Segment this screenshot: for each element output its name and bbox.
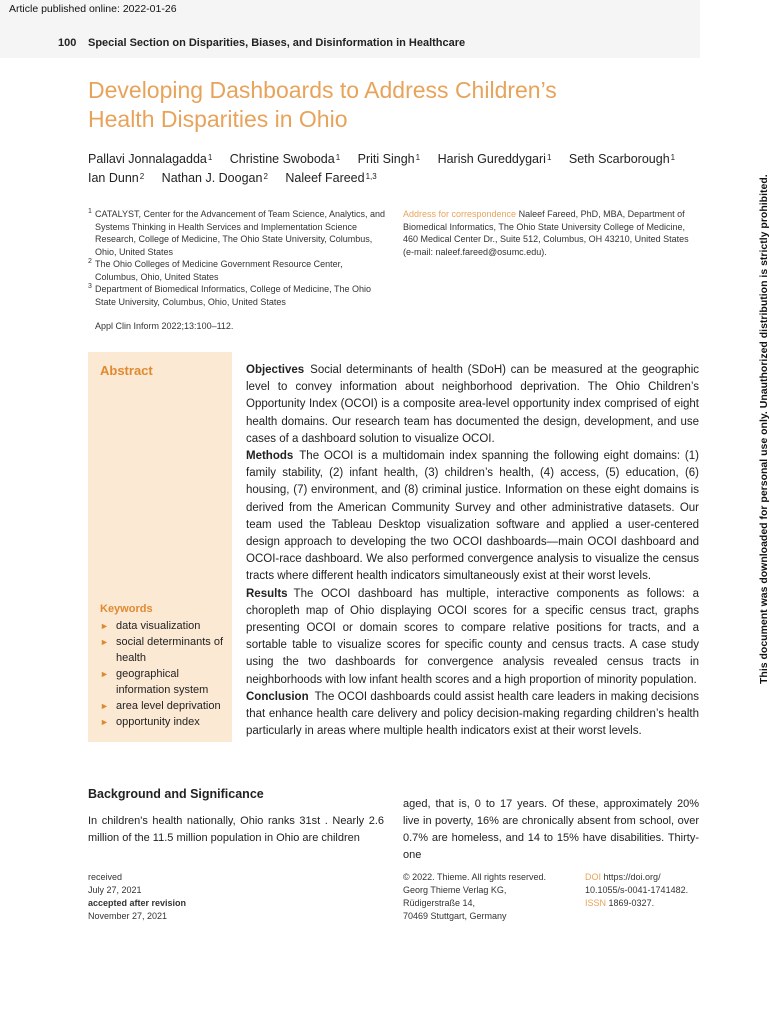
doi-label: DOI	[585, 872, 602, 882]
arrow-icon: ►	[100, 701, 109, 711]
title-line: Health Disparities in Ohio	[88, 106, 348, 132]
section-title: Special Section on Disparities, Biases, and Disinformation in Healthcare	[88, 37, 466, 49]
doi-info	[585, 871, 705, 910]
author: Priti Singh$^1$	[357, 152, 421, 166]
download-notice: This document was downloaded for personal use only. Unauthorized distribution is strictly prohibited.	[758, 174, 770, 684]
correspondence-label: Address for correspondence	[403, 209, 517, 219]
keyword-item: ► geographical information system	[100, 668, 209, 696]
keywords-list	[100, 618, 235, 730]
received-info: received July 27, 2021 accepted after revision November 27, 2021	[88, 872, 187, 921]
title-line: Developing Dashboards to Address Children’s	[88, 77, 557, 103]
correspondence	[403, 208, 701, 258]
affiliation: 1 CATALYST, Center for the Advancement of Team Science, Analytics, and Systems Thinking in Health Services and Implementation Science Research, College of Medicine, The Ohio State University, Columbus, Ohio, United States	[88, 208, 385, 257]
author: Nathan J. Doogan$^2$	[161, 171, 268, 185]
doi-link[interactable]: https://doi.org/	[603, 872, 661, 882]
keyword-item: ► social determinants of health	[100, 636, 223, 664]
affiliation: 2 The Ohio Colleges of Medicine Government Resource Center, Columbus, Ohio, United States	[88, 258, 343, 282]
copyright-info: © 2022. Thieme. All rights reserved. Georg Thieme Verlag KG, Rüdigerstraße 14, 70469 Stuttgart, Germany	[403, 872, 547, 921]
issn-value: 1869-0327.	[608, 898, 655, 908]
author-list	[88, 150, 708, 188]
keyword-item: ► opportunity index	[100, 716, 200, 728]
background-heading: Background and Significance	[88, 787, 264, 801]
arrow-icon: ►	[100, 669, 109, 679]
page-number: 100	[58, 37, 77, 49]
arrow-icon: ►	[100, 717, 109, 727]
abstract-methods: Methods The OCOI is a multidomain index spanning the following eight domains: (1) family stability, (2) infant health, (3) children’s health, (4) access, (5) education, (6) housing, (7) environment, and (8) criminal justice. Information on these eight domains is derived from the American Community Survey and other administrative datasets. Our team used the Tableau Desktop visualization software and applied a user-centered design approach to developing the two OCOI dashboards—main OCOI dashboard and OCOI-race dashboard. We also performed convergence analysis to visualize the census tracts where different health indicators simultaneously exist at their worst levels.	[246, 450, 699, 583]
author: Christine Swoboda$^1$	[229, 152, 341, 166]
arrow-icon: ►	[100, 637, 109, 647]
keyword-item: ► area level deprivation	[100, 700, 221, 712]
background-text-left: In children's health nationally, Ohio ranks 31st . Nearly 2.6 million of the 11.5 million population in Ohio are children	[88, 815, 384, 844]
keyword-item: ► data visualization	[100, 620, 201, 632]
abstract-heading: Abstract	[100, 363, 153, 378]
correspondence-text: Naleef Fareed, PhD, MBA, Department of Biomedical Informatics, The Ohio State University College of Medicine, 460 Medical Center Dr., Suite 512, Columbus, OH 43210, United States (e-mail: naleef.fareed@osumc.edu).	[403, 209, 689, 257]
author: Pallavi Jonnalagadda$^1$	[88, 152, 213, 166]
abstract-objectives: Objectives Social determinants of health (SDoH) can be measured at the geographic level to convey information about neighborhood deprivation. The Ohio Children’s Opportunity Index (OCOI) is a composite area-level opportunity index comprised of eight health domains. Our research team has documented the design, development, and use cases of a dashboard solution to visualize OCOI.	[246, 364, 699, 445]
author: Naleef Fareed$^{1,3}$	[285, 171, 377, 185]
article-title	[88, 76, 688, 134]
published-date: Article published online: 2022-01-26	[9, 3, 177, 15]
background-text-right: aged, that is, 0 to 17 years. Of these, approximately 20% live in poverty, 16% are chronically absent from school, over 0.7% are homeless, and 14 to 15% have disabilities. Thirty-one	[403, 798, 699, 861]
issn-label: ISSN	[585, 898, 607, 908]
abstract-body	[246, 362, 699, 740]
affiliations	[88, 208, 388, 308]
journal-reference: Appl Clin Inform 2022;13:100–112.	[95, 321, 234, 331]
abstract-conclusion: Conclusion The OCOI dashboards could assist health care leaders in making decisions that enhance health care delivery and policy decision-making regarding children’s health particularly in areas where multiple health indicators exist at their worst levels.	[246, 690, 699, 738]
abstract-results: Results The OCOI dashboard has multiple, interactive components as follows: a choropleth map of Ohio displaying OCOI scores for a specific census tract, graphs presenting OCOI or domain scores to compare relative positions for tracts, and a sortable table to visualize scores for specific county and census tracts. A case study using the two dashboards for convergence analysis revealed census tracts in neighborhoods with low infant health scores and a high proportion of minority population.	[246, 587, 699, 686]
affiliation: 3 Department of Biomedical Informatics, College of Medicine, The Ohio State University, Columbus, Ohio, United States	[88, 283, 371, 307]
author: Ian Dunn$^2$	[88, 171, 145, 185]
author: Seth Scarborough$^1$	[568, 152, 676, 166]
author: Harish Gureddygari$^1$	[437, 152, 552, 166]
arrow-icon: ►	[100, 621, 109, 631]
doi-link-cont[interactable]: 10.1055/s-0041-1741482.	[585, 885, 689, 895]
keywords-heading: Keywords	[100, 603, 153, 615]
